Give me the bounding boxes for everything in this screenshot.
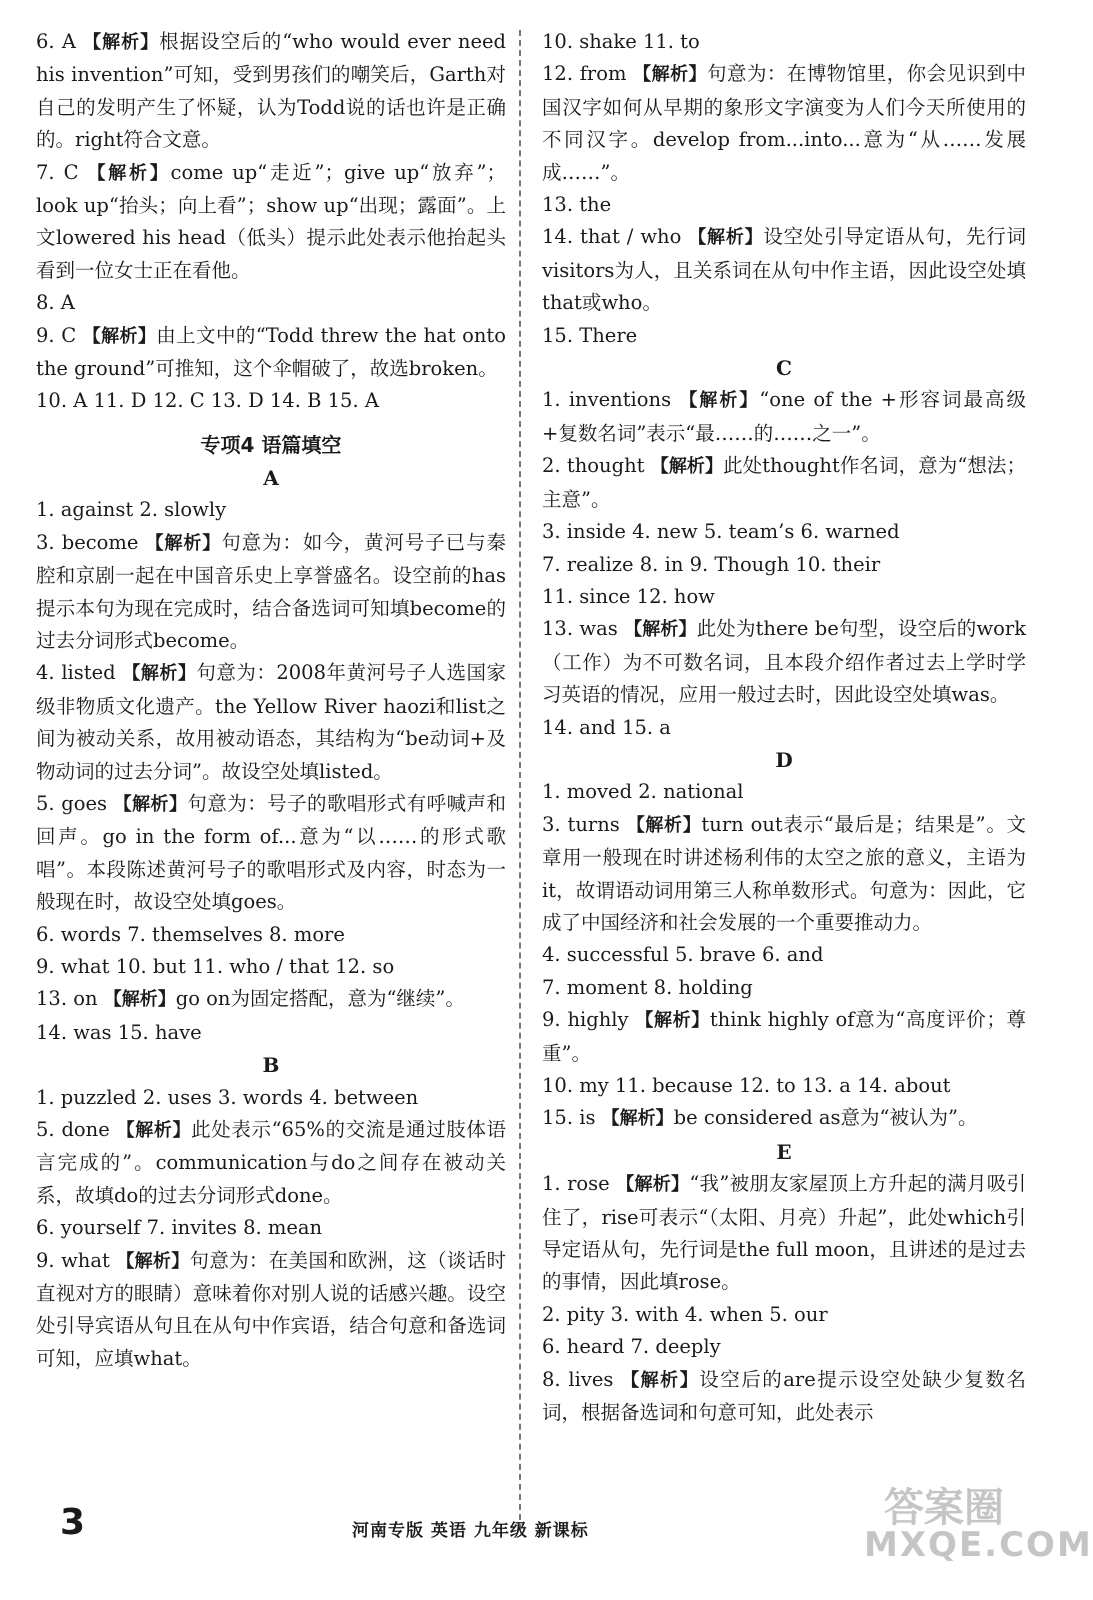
analysis-tag: 【解析】 [616, 1174, 690, 1196]
answer-value: rose [567, 1172, 610, 1196]
answer-line: 11. since 12. how [542, 584, 715, 608]
answer-value: what [61, 1248, 110, 1272]
answer-item [36, 657, 506, 788]
answer-number: 2. [542, 454, 561, 478]
answer-value: lives [568, 1367, 614, 1391]
subsection-letter: D [775, 747, 793, 772]
answer-value: A [61, 30, 76, 53]
answer-line: 10. A 11. D 12. C 13. D 14. B 15. A [36, 389, 379, 413]
answer-line: 10. my 11. because 12. to 13. a 14. about [542, 1074, 951, 1097]
footer-edition-text: 河南专版 英语 九年级 新课标 [352, 1521, 589, 1541]
answer-item [36, 157, 506, 288]
analysis-tag: 【解析】 [650, 456, 724, 478]
answer-number: 9. [36, 323, 55, 347]
analysis-text: come up“走近”；give up“放弃”；look up“抬头；向上看”；show up“出现；露面”。上文lowered his head（低头）提示此处表示他抬起头看到一位女士正在看他。 [36, 160, 507, 282]
right-column [542, 26, 1026, 1429]
answer-number: 5. [36, 791, 55, 815]
answer-number: 12. [542, 62, 574, 86]
answer-value: done [61, 1118, 110, 1141]
answer-item [542, 809, 1026, 940]
answer-line: 14. was 15. have [36, 1020, 202, 1044]
answer-number: 8. [542, 1367, 561, 1391]
analysis-text: turn out表示“最后是；结果是”。文章用一般现在时讲述杨利伟的太空之旅的意义，主语为it，故谓语动词用第三人称单数形式。句意为：因此，它成了中国经济和社会发展的一个重要推动力。 [542, 812, 1027, 934]
analysis-text: 由上文中的“Todd threw the hat onto the ground”可推知，这个伞帽破了，故选broken。 [36, 323, 507, 381]
answer-item [36, 26, 506, 157]
answer-line: 7. moment 8. holding [542, 975, 753, 999]
answer-number: 3. [36, 530, 55, 554]
answer-number: 9. [542, 1008, 561, 1032]
analysis-text: 句意为：在美国和欧洲，这（谈话时直视对方的眼睛）意味着你对别人说的话感兴趣。设空处引导宾语从句且在从句中作宾语，结合句意和备选词可知，应填what。 [36, 1248, 506, 1370]
answer-value: thought [566, 454, 645, 478]
answer-value: from [579, 62, 627, 86]
analysis-text: “我”被朋友家屋顶上方升起的满月吸引住了，rise可表示“（太阳、月亮）升起”，此处which引导定语从句，先行词是the full moon，且讲述的是过去的事情，因此填rose。 [542, 1172, 1026, 1294]
answer-line: 6. heard 7. deeply [542, 1335, 721, 1359]
answer-item [542, 384, 1026, 450]
analysis-tag: 【解析】 [626, 814, 702, 836]
answer-item [36, 1245, 506, 1376]
analysis-tag: 【解析】 [87, 162, 171, 184]
answer-number: 9. [36, 1248, 55, 1272]
answer-value: listed [61, 661, 116, 685]
answer-value: C [61, 323, 77, 347]
answer-line: 6. yourself 7. invites 8. mean [36, 1216, 323, 1240]
answer-line: 8. A [36, 291, 75, 315]
answer-item [542, 221, 1026, 319]
analysis-text: 此处thought作名词，意为“想法；主意”。 [542, 454, 1027, 511]
answer-item [542, 1168, 1026, 1299]
subsection-letter: A [263, 465, 279, 490]
answer-item [542, 1004, 1026, 1070]
answer-line: 7. realize 8. in 9. Though 10. their [542, 552, 881, 576]
answer-value: turns [567, 812, 620, 836]
section-title: 专项4 语篇填空 [200, 432, 342, 457]
answer-number: 1. [542, 388, 561, 412]
answer-value: on [73, 987, 98, 1011]
answer-value: is [579, 1106, 596, 1130]
analysis-tag: 【解析】 [122, 663, 197, 685]
answer-line: 1. against 2. slowly [36, 498, 227, 522]
analysis-text: be considered as意为“被认为”。 [673, 1106, 978, 1130]
analysis-text: 句意为：在博物馆里，你会见识到中国汉字如何从早期的象形文字演变为人们今天所使用的不同汉字。develop from...into...意为“从……发展成……”。 [542, 62, 1027, 184]
answer-value: that / who [579, 225, 682, 249]
answer-line: 1. puzzled 2. uses 3. words 4. between [36, 1085, 419, 1109]
left-column [36, 26, 506, 1375]
answer-line: 1. moved 2. national [542, 780, 744, 804]
analysis-text: think highly of意为“高度评价；尊重”。 [542, 1008, 1027, 1065]
answer-item [542, 1102, 1026, 1135]
analysis-text: 此处表示“65%的交流是通过肢体语言完成的”。communication与do之间存在被动关系，故填do的过去分词形式done。 [36, 1118, 507, 1207]
answer-line: 4. successful 5. brave 6. and [542, 943, 824, 967]
answer-item [542, 450, 1026, 516]
analysis-tag: 【解析】 [633, 64, 708, 86]
answer-value: C [63, 160, 79, 184]
analysis-text: 此处为there be句型，设空后的work（工作）为不可数名词，且本段介绍作者过去上学时学习英语的情况，应用一般过去时，因此设空处填was。 [542, 617, 1027, 707]
answer-number: 5. [36, 1118, 55, 1141]
analysis-tag: 【解析】 [624, 619, 697, 641]
answer-number: 14. [542, 225, 574, 249]
answer-number: 13. [36, 987, 68, 1011]
answer-number: 4. [36, 661, 55, 685]
analysis-text: 设空处引导定语从句，先行词visitors为人，且关系词在从句中作主语，因此设空处填that或who。 [542, 225, 1026, 315]
analysis-tag: 【解析】 [116, 1120, 192, 1141]
answer-number: 15. [542, 1106, 574, 1130]
answer-item [36, 788, 506, 919]
answer-line: 10. shake 11. to [542, 30, 700, 53]
answer-item [36, 983, 506, 1016]
answer-value: inventions [568, 388, 672, 412]
answer-number: 1. [542, 1172, 561, 1196]
answer-line: 15. There [542, 323, 638, 347]
analysis-text: 句意为：如今，黄河号子已与秦腔和京剧一起在中国音乐史上享誉盛名。设空前的has提示本句为现在完成时，结合备选词可知填become的过去分词形式become。 [36, 530, 506, 652]
answer-item [36, 1114, 506, 1212]
answer-line: 9. what 10. but 11. who / that 12. so [36, 954, 395, 978]
answer-item [36, 527, 506, 658]
subsection-letter: C [776, 356, 792, 381]
spacer [36, 418, 506, 428]
analysis-tag: 【解析】 [635, 1010, 710, 1032]
analysis-tag: 【解析】 [103, 989, 176, 1011]
analysis-text: 句意为：2008年黄河号子人选国家级非物质文化遗产。the Yellow River haozi和list之间为被动关系，故用被动语态，其结构为“be动词+及物动词的过去分词”。故设空处填listed。 [36, 661, 506, 783]
analysis-tag: 【解析】 [621, 1369, 700, 1391]
answer-value: become [61, 530, 139, 554]
answer-number: 3. [542, 812, 561, 836]
answer-line: 13. the [542, 193, 612, 217]
analysis-tag: 【解析】 [83, 32, 160, 53]
subsection-letter: B [262, 1053, 280, 1078]
watermark-logo-text: 答案圈 [884, 1485, 1004, 1531]
answer-value: goes [61, 791, 108, 815]
analysis-text: go on为固定搭配，意为“继续”。 [175, 987, 465, 1011]
answer-line: 6. words 7. themselves 8. more [36, 922, 345, 946]
watermark-url-text: MXQE.COM [864, 1525, 1093, 1565]
answer-number: 7. [36, 160, 55, 184]
column-divider [519, 30, 521, 1530]
answer-value: highly [567, 1008, 629, 1032]
answer-item [542, 58, 1026, 189]
analysis-tag: 【解析】 [679, 390, 760, 412]
analysis-text: “one of the +形容词最高级+复数名词”表示“最……的……之一”。 [542, 388, 1026, 445]
analysis-tag: 【解析】 [145, 532, 222, 554]
site-watermark [864, 1485, 1093, 1565]
page-number: 3 [60, 1502, 86, 1543]
answer-line: 14. and 15. a [542, 715, 671, 739]
analysis-text: 设空后的are提示设空处缺少复数名词，根据备选词和句意可知，此处表示 [542, 1367, 1027, 1425]
analysis-tag: 【解析】 [601, 1108, 674, 1130]
answer-line: 2. pity 3. with 4. when 5. our [542, 1302, 828, 1326]
answer-item [542, 613, 1026, 711]
answer-item [36, 320, 506, 386]
subsection-letter: E [776, 1139, 792, 1164]
analysis-tag: 【解析】 [113, 793, 188, 815]
answer-item [542, 1364, 1026, 1430]
answer-number: 13. [542, 617, 574, 641]
analysis-text: 根据设空后的“who would ever need his invention”可知，受到男孩们的嘲笑后，Garth对自己的发明产生了怀疑，认为Todd说的话也许是正确的。right符合文意。 [36, 30, 507, 152]
answer-number: 6. [36, 30, 55, 53]
analysis-tag: 【解析】 [82, 325, 157, 347]
analysis-tag: 【解析】 [688, 227, 764, 249]
answer-value: was [579, 617, 618, 641]
analysis-text: 句意为：号子的歌唱形式有呼喊声和回声。go in the form of...意为“以……的形式歌唱”。本段陈述黄河号子的歌唱形式及内容，时态为一般现在时，故设空处填goes。 [36, 791, 506, 914]
answer-line: 3. inside 4. new 5. team’s 6. warned [542, 520, 900, 544]
analysis-tag: 【解析】 [116, 1250, 190, 1272]
